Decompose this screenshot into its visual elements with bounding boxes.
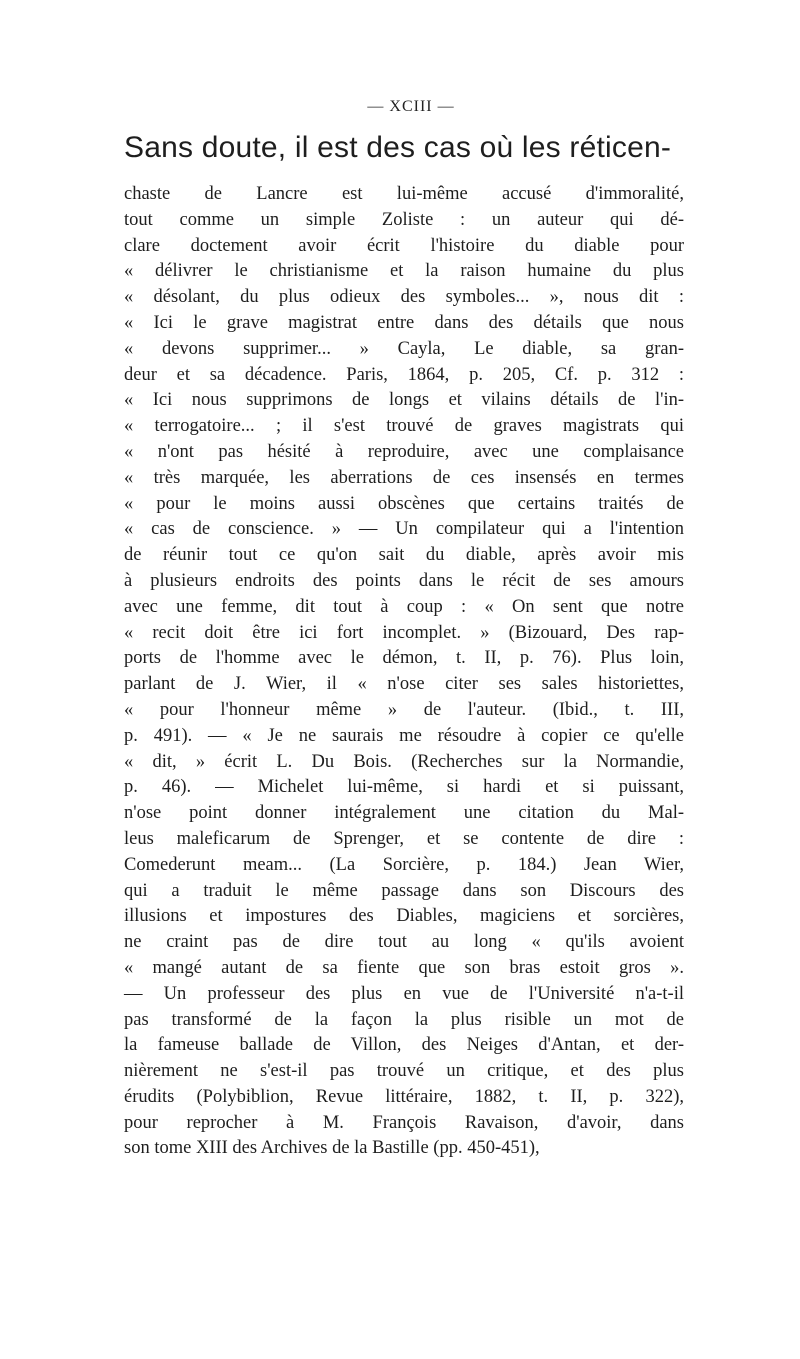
text-line: « désolant, du plus odieux des symboles... », nous dit : [124, 287, 684, 308]
text-line: ports de l'homme avec le démon, t. II, p. 76). Plus loin, [124, 648, 684, 669]
text-line: — Un professeur des plus en vue de l'Université n'a-t-il [124, 983, 684, 1004]
text-line: la fameuse ballade de Villon, des Neiges d'Antan, et der- [124, 1035, 684, 1056]
text-line: tout comme un simple Zoliste : un auteur qui dé- [124, 209, 684, 230]
text-line: clare doctement avoir écrit l'histoire du diable pour [124, 235, 684, 256]
text-line: « Ici nous supprimons de longs et vilains détails de l'in- [124, 390, 684, 411]
text-line: ne craint pas de dire tout au long « qu'ils avoient [124, 932, 684, 953]
text-line: à plusieurs endroits des points dans le récit de ses amours [124, 570, 684, 591]
text-line: n'ose point donner intégralement une citation du Mal- [124, 803, 684, 824]
document-page [124, 98, 684, 1162]
text-line: « recit doit être ici fort incomplet. » (Bizouard, Des rap- [124, 622, 684, 643]
text-line: « terrogatoire... ; il s'est trouvé de graves magistrats qui [124, 416, 684, 437]
text-line: p. 491). — « Je ne saurais me résoudre à copier ce qu'elle [124, 725, 684, 746]
text-line: « délivrer le christianisme et la raison humaine du plus [124, 261, 684, 282]
text-line: érudits (Polybiblion, Revue littéraire, 1882, t. II, p. 322), [124, 1086, 684, 1107]
text-line: pas transformé de la façon la plus risible un mot de [124, 1009, 684, 1030]
text-line: « mangé autant de sa fiente que son bras estoit gros ». [124, 957, 684, 978]
text-line: parlant de J. Wier, il « n'ose citer ses sales historiettes, [124, 674, 684, 695]
text-line: Comederunt meam... (La Sorcière, p. 184.) Jean Wier, [124, 854, 684, 875]
text-line: « cas de conscience. » — Un compilateur qui a l'intention [124, 519, 684, 540]
text-line: illusions et impostures des Diables, magiciens et sorcières, [124, 906, 684, 927]
text-line: nièrement ne s'est-il pas trouvé un critique, et des plus [124, 1061, 684, 1082]
text-line: « Ici le grave magistrat entre dans des détails que nous [124, 312, 684, 333]
text-line: « pour l'honneur même » de l'auteur. (Ibid., t. III, [124, 699, 684, 720]
text-line: son tome XIII des Archives de la Bastille (pp. 450-451), [124, 1138, 540, 1159]
opening-line: Sans doute, il est des cas où les réticen- [124, 131, 672, 164]
text-line: « n'ont pas hésité à reproduire, avec une complaisance [124, 441, 684, 462]
text-line: avec une femme, dit tout à coup : « On sent que notre [124, 596, 684, 617]
text-line: « devons supprimer... » Cayla, Le diable, sa gran- [124, 338, 684, 359]
body-text [124, 182, 684, 1162]
text-line: de réunir tout ce qu'on sait du diable, après avoir mis [124, 545, 684, 566]
text-line: « dit, » écrit L. Du Bois. (Recherches sur la Normandie, [124, 751, 684, 772]
text-line: « pour le moins aussi obscènes que certains traités de [124, 493, 684, 514]
text-line: chaste de Lancre est lui-même accusé d'immoralité, [124, 184, 684, 204]
text-line: qui a traduit le même passage dans son Discours des [124, 880, 684, 901]
text-line: leus maleficarum de Sprenger, et se contente de dire : [124, 828, 684, 849]
text-line: deur et sa décadence. Paris, 1864, p. 205, Cf. p. 312 : [124, 364, 684, 385]
text-line: « très marquée, les aberrations de ces insensés en termes [124, 467, 684, 488]
text-line: p. 46). — Michelet lui-même, si hardi et si puissant, [124, 777, 684, 798]
text-line: pour reprocher à M. François Ravaison, d'avoir, dans [124, 1112, 684, 1133]
page-number: — XCIII — [367, 98, 455, 115]
